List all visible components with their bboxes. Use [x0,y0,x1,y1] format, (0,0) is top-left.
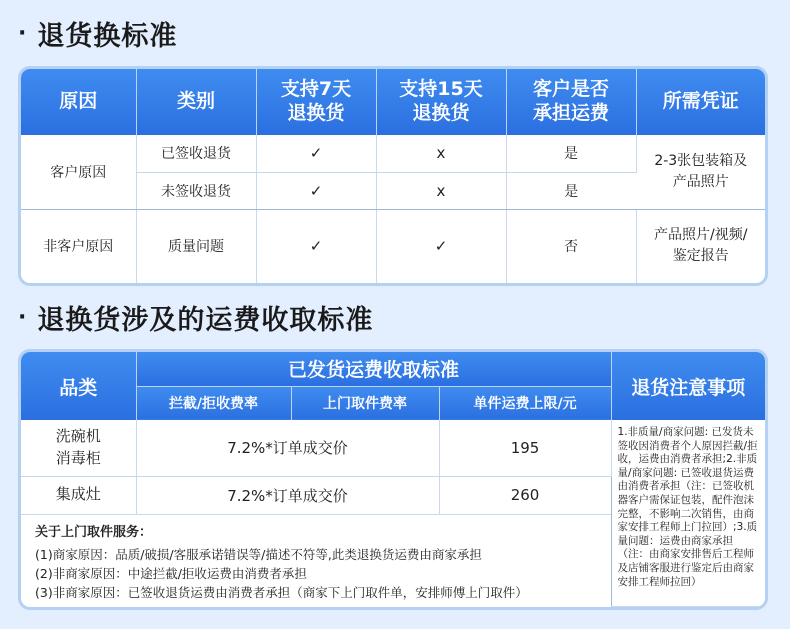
return-standard-table-card [18,66,768,286]
reason-cell: 非客户原因 [21,209,136,283]
limit-cell: 260 [439,476,611,514]
table-header-row [21,352,765,386]
header-pickup-rate: 上门取件费率 [291,386,439,420]
category-cell: 已签收退货 [136,135,256,172]
bullet-dot: · [18,305,28,330]
header-proof: 所需凭证 [636,69,765,135]
category-cell: 洗碗机 消毒柜 [21,420,136,476]
return-notes-cell: 1.非质量/商家问题: 已发货未签收因消费者个人原因拦截/拒收，运费由消费者承担;2.非质量/商家问题: 已签收退货运费由消费者承担（注：已签收机器客户需保证包装，配件泡沫完整，不影响二次销售，由商家安排工程师上门拉回）;3.质量问题：运费由商家承担（注：由商家安排售后工程师及店铺客服进行鉴定后由商家安排工程师拉回） [611,420,765,607]
section1-title [18,14,177,53]
pickup-service-notes [21,514,611,607]
check-mark: ✓ [256,172,376,209]
rate-cell: 7.2%*订单成交价 [136,476,439,514]
service-line: (3)非商家原因：已签收退货运费由消费者承担（商家下上门取件单，安排师傅上门取件） [35,584,528,600]
category-cell: 未签收退货 [136,172,256,209]
header-15day: 支持15天 退换货 [376,69,506,135]
rate-cell: 7.2%*订单成交价 [136,420,439,476]
category-cell: 集成灶 [21,476,136,514]
freight-cell: 是 [506,135,636,172]
service-title: 关于上门取件服务： [35,524,153,540]
section2-title [18,298,373,337]
header-reason: 原因 [21,69,136,135]
service-line: (1)商家原因：品质/破损/客服承诺错误等/描述不符等,此类退换货运费由商家承担 [35,546,482,562]
header-freight: 客户是否 承担运费 [506,69,636,135]
table-row [21,135,765,172]
header-freight-standard: 已发货运费收取标准 [136,352,611,386]
cross-mark: x [376,172,506,209]
proof-cell: 产品照片/视频/ 鉴定报告 [654,227,748,265]
freight-cell: 是 [506,172,636,209]
proof-cell: 2-3张包装箱及 产品照片 [636,135,765,209]
freight-cell: 否 [506,209,636,283]
service-line: (2)非商家原因：中途拦截/拒收运费由消费者承担 [35,565,307,581]
bullet-dot: · [18,21,28,46]
table-header-row [21,69,765,135]
check-mark: ✓ [256,209,376,283]
header-category: 类别 [136,69,256,135]
table-row [21,209,765,283]
freight-standard-table [21,352,765,607]
category-cell: 质量问题 [136,209,256,283]
cross-mark: x [376,135,506,172]
header-7day: 支持7天 退换货 [256,69,376,135]
reason-cell: 客户原因 [21,135,136,209]
header-category: 品类 [21,352,136,420]
check-mark: ✓ [256,135,376,172]
check-mark: ✓ [376,209,506,283]
section2-title-text: 退换货涉及的运费收取标准 [37,305,374,336]
return-standard-table [21,69,765,283]
header-return-notes: 退货注意事项 [611,352,765,420]
header-freight-limit: 单件运费上限/元 [439,386,611,420]
header-intercept-rate: 拦截/拒收费率 [136,386,291,420]
limit-cell: 195 [439,420,611,476]
section1-title-text: 退货换标准 [37,21,178,52]
freight-standard-table-card [18,349,768,610]
table-row [21,420,765,476]
